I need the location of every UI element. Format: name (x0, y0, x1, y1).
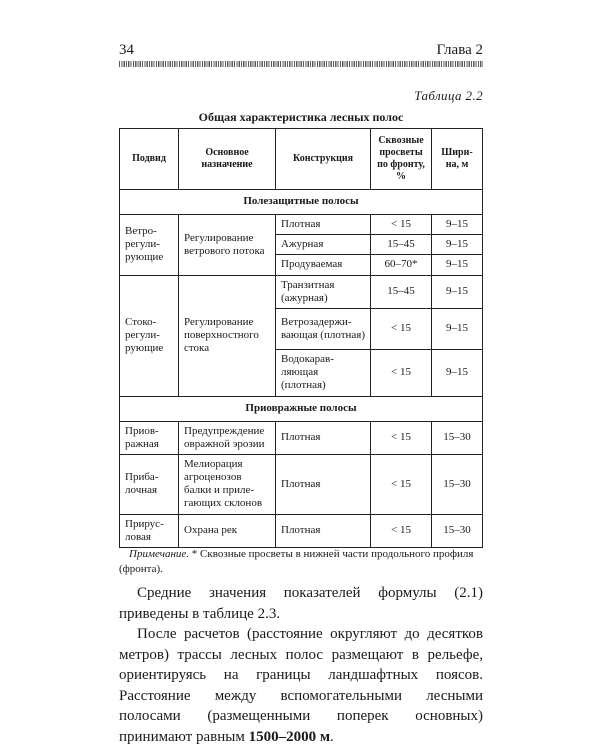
cell-purpose: Регулирование поверхностного стока (179, 275, 276, 396)
paragraph-2-text: После расчетов (расстояние округляют до десятков метров) трассы лесных полос размещают в рельефе, ориентируясь на границы ландшафтных поясов. Расстояние между вспомогательными лесными полосами (размещенными поперек основных) принимают равным (119, 626, 483, 745)
table-header-row (120, 129, 483, 190)
cell-construction: Плотная (276, 514, 371, 547)
cell-width: 9–15 (432, 349, 483, 396)
section-title-field-protective: Полезащитные полосы (120, 190, 483, 215)
cell-width: 9–15 (432, 235, 483, 255)
table-row (120, 215, 483, 235)
cell-width: 9–15 (432, 308, 483, 349)
column-header-width: Шири-на, м (432, 129, 483, 190)
note-label: Примечание. (129, 548, 190, 560)
section-row (120, 190, 483, 215)
cell-gaps: < 15 (371, 349, 432, 396)
cell-subtype: Прирус-ловая (120, 514, 179, 547)
table-title: Общая характеристика лесных полос (198, 110, 404, 124)
cell-width: 15–30 (432, 421, 483, 454)
section-title-ravine: Приовражные полосы (120, 396, 483, 421)
distance-value: 1500–2000 м (248, 728, 331, 745)
table-row (120, 454, 483, 514)
paragraph-1: Средние значения показателей формулы (2.1) приведены в таблице 2.3. (119, 585, 483, 622)
cell-construction: Плотная (276, 215, 371, 235)
cell-width: 9–15 (432, 215, 483, 235)
cell-construction: Продуваемая (276, 255, 371, 275)
body-text (119, 583, 483, 747)
column-header-subtype: Подвид (120, 129, 179, 190)
page-number: 34 (119, 42, 134, 58)
cell-purpose: Предупреждение овражной эрозии (179, 421, 276, 454)
header-rule (119, 61, 483, 67)
cell-width: 15–30 (432, 514, 483, 547)
table-row (120, 514, 483, 547)
column-header-gaps: Сквозные просветы по фронту, % (371, 129, 432, 190)
table-label: Таблица 2.2 (414, 88, 483, 103)
cell-width: 15–30 (432, 454, 483, 514)
cell-construction: Плотная (276, 421, 371, 454)
paragraph-2 (119, 624, 483, 747)
cell-width: 9–15 (432, 275, 483, 308)
cell-gaps: 15–45 (371, 235, 432, 255)
column-header-purpose: Основное назначение (179, 129, 276, 190)
cell-gaps: < 15 (371, 308, 432, 349)
cell-gaps: < 15 (371, 514, 432, 547)
cell-subtype: Стоко-регули-рующие (120, 275, 179, 396)
cell-construction: Ажурная (276, 235, 371, 255)
chapter-title: Глава 2 (436, 42, 483, 58)
forest-belts-table (119, 128, 483, 548)
cell-gaps: 60–70* (371, 255, 432, 275)
paragraph-2-end: . (330, 728, 334, 745)
cell-width: 9–15 (432, 255, 483, 275)
cell-gaps: < 15 (371, 215, 432, 235)
cell-construction: Водокарав-ляющая (плотная) (276, 349, 371, 396)
cell-subtype: Приов-ражная (120, 421, 179, 454)
cell-purpose: Мелиорация агроценозов балки и приле-гающих склонов (179, 454, 276, 514)
cell-construction: Ветрозадержи-вающая (плотная) (276, 308, 371, 349)
column-header-construction: Конструкция (276, 129, 371, 190)
cell-construction: Плотная (276, 454, 371, 514)
cell-construction: Транзитная (ажурная) (276, 275, 371, 308)
cell-gaps: < 15 (371, 454, 432, 514)
cell-purpose: Охрана рек (179, 514, 276, 547)
table-row (120, 275, 483, 308)
note-text: * Сквозные просветы в нижней части продольного профиля (фронта). (119, 548, 474, 576)
cell-gaps: 15–45 (371, 275, 432, 308)
cell-subtype: Прибa-лочная (120, 454, 179, 514)
cell-subtype: Ветро-регули-рующие (120, 215, 179, 276)
table-row (120, 421, 483, 454)
table-note (119, 547, 483, 578)
cell-purpose: Регулирование ветрового потока (179, 215, 276, 276)
section-row (120, 396, 483, 421)
cell-gaps: < 15 (371, 421, 432, 454)
